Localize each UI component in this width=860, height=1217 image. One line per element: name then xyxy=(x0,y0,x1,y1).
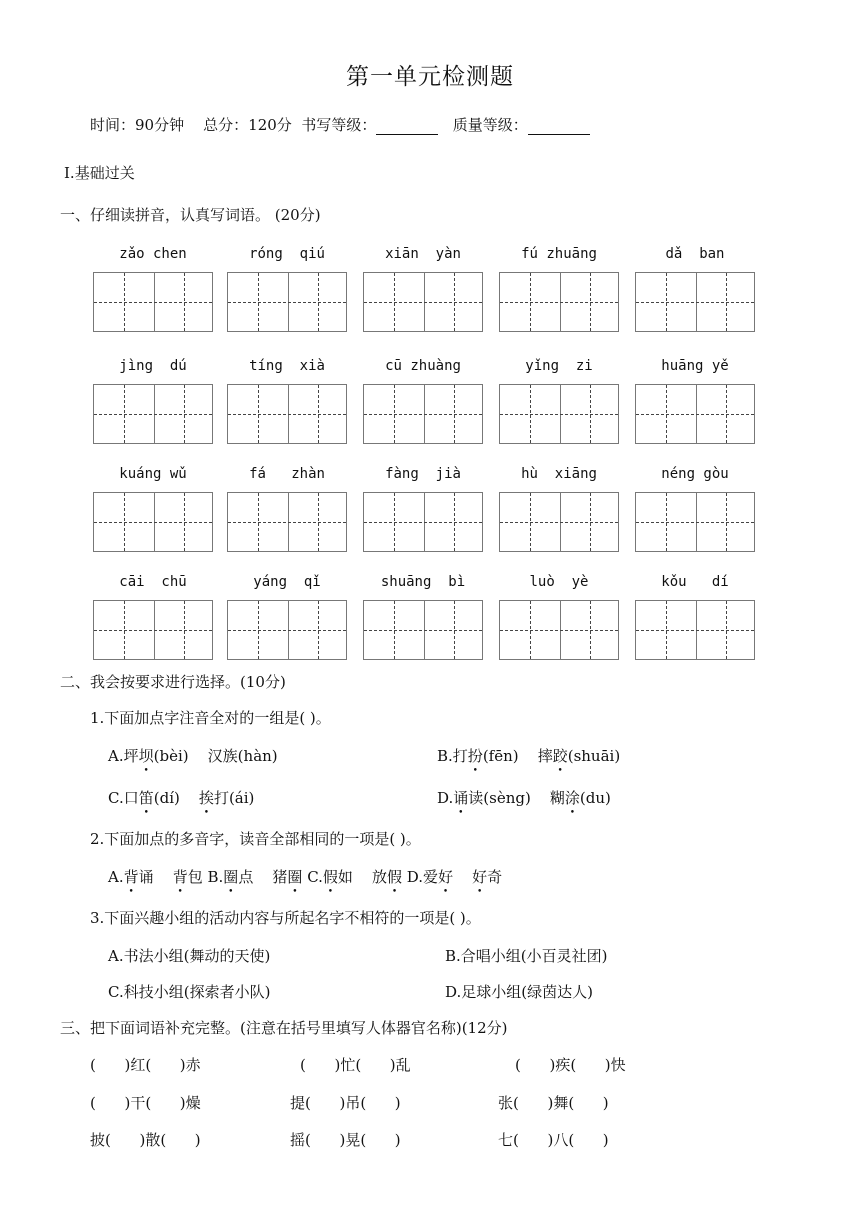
pinyin-label: xiān yàn xyxy=(385,246,461,262)
writing-grid[interactable] xyxy=(93,600,213,660)
q3-item[interactable]: 提( )吊( ) xyxy=(290,1094,401,1112)
q2-3-option-d[interactable]: D.足球小组(绿茵达人) xyxy=(445,983,593,1001)
pinyin-label: fá zhàn xyxy=(249,466,325,482)
pinyin-label: cāi chū xyxy=(119,574,187,590)
pinyin-label: cū zhuàng xyxy=(385,358,461,374)
pinyin-label: kǒu dí xyxy=(661,574,729,590)
writing-grid[interactable] xyxy=(227,492,347,552)
grid-guide xyxy=(364,522,482,523)
q2-2-option-c[interactable]: C.假如 放假 xyxy=(307,868,403,886)
total-score-label: 总分：120分 xyxy=(203,116,292,134)
q2-3-stem: 3.下面兴趣小组的活动内容与所起名字不相符的一项是( )。 xyxy=(90,909,481,927)
writing-grid[interactable] xyxy=(93,272,213,332)
writing-grid[interactable] xyxy=(363,600,483,660)
q2-3-option-b[interactable]: B.合唱小组(小百灵社团) xyxy=(445,947,608,965)
q3-item[interactable]: 摇( )晃( ) xyxy=(290,1131,401,1149)
q3-title: 三、把下面词语补充完整。(注意在括号里填写人体器官名称)(12分) xyxy=(60,1019,508,1037)
grid-guide xyxy=(364,302,482,303)
grid-guide xyxy=(228,522,346,523)
grid-guide xyxy=(94,414,212,415)
pinyin-label: yǐng zi xyxy=(525,358,593,374)
grid-guide xyxy=(500,630,618,631)
pinyin-label: fàng jià xyxy=(385,466,461,482)
grid-guide xyxy=(228,302,346,303)
pinyin-label: yáng qǐ xyxy=(253,574,321,590)
grid-guide xyxy=(636,414,754,415)
writing-grade-blank[interactable] xyxy=(376,118,438,135)
grid-guide xyxy=(500,302,618,303)
q3-item[interactable]: 披( )散( ) xyxy=(90,1131,201,1149)
pinyin-label: kuáng wǔ xyxy=(119,466,187,482)
q2-2-stem: 2.下面加点的多音字，读音全部相同的一项是( )。 xyxy=(90,830,421,848)
grid-guide xyxy=(636,302,754,303)
quality-grade-blank[interactable] xyxy=(528,118,590,135)
q2-1-option-a[interactable]: A.坪坝(bèi) 汉族(hàn) xyxy=(108,747,278,765)
q2-2-option-d[interactable]: D.爱好 好奇 xyxy=(406,868,503,886)
pinyin-label: tíng xià xyxy=(249,358,325,374)
writing-grid[interactable] xyxy=(227,272,347,332)
pinyin-label: jìng dú xyxy=(119,358,187,374)
q2-1-stem: 1.下面加点字注音全对的一组是( )。 xyxy=(90,709,331,727)
q3-item[interactable]: ( )疾( )快 xyxy=(515,1056,626,1074)
q2-1-option-d[interactable]: D.诵读(sèng) 糊涂(du) xyxy=(437,789,611,807)
writing-grid[interactable] xyxy=(635,272,755,332)
q3-item[interactable]: ( )忙( )乱 xyxy=(300,1056,411,1074)
writing-grid[interactable] xyxy=(499,272,619,332)
grid-guide xyxy=(94,522,212,523)
grid-guide xyxy=(364,630,482,631)
grid-guide xyxy=(228,414,346,415)
writing-grid[interactable] xyxy=(499,492,619,552)
q2-2-options xyxy=(108,866,502,887)
writing-grid[interactable] xyxy=(93,384,213,444)
q3-item[interactable]: 七( )八( ) xyxy=(498,1131,609,1149)
grid-guide xyxy=(94,302,212,303)
pinyin-label: huāng yě xyxy=(661,358,729,374)
grid-guide xyxy=(94,630,212,631)
page-title: 第一单元检测题 xyxy=(346,64,514,90)
q3-item[interactable]: ( )红( )赤 xyxy=(90,1056,201,1074)
pinyin-label: shuāng bì xyxy=(380,574,466,590)
writing-grid[interactable] xyxy=(635,492,755,552)
writing-grid[interactable] xyxy=(635,600,755,660)
q3-item[interactable]: 张( )舞( ) xyxy=(498,1094,609,1112)
q2-1-option-c[interactable]: C.口笛(dí) 挨打(ái) xyxy=(108,789,255,807)
grid-guide xyxy=(364,414,482,415)
grid-guide xyxy=(500,522,618,523)
q2-1-option-b[interactable]: B.打扮(fēn) 摔跤(shuāi) xyxy=(437,747,621,765)
q2-2-option-a[interactable]: A.背诵 背包 xyxy=(108,868,208,886)
q2-3-option-c[interactable]: C.科技小组(探索者小队) xyxy=(108,983,271,1001)
writing-grid[interactable] xyxy=(227,600,347,660)
writing-grid[interactable] xyxy=(363,272,483,332)
grid-guide xyxy=(636,522,754,523)
pinyin-label: zǎo chen xyxy=(119,246,187,262)
pinyin-label: néng gòu xyxy=(661,466,729,482)
section-header: Ⅰ.基础过关 xyxy=(64,164,135,182)
pinyin-label: róng qiú xyxy=(249,246,325,262)
writing-grid[interactable] xyxy=(499,384,619,444)
q2-2-option-b[interactable]: B.圈点 猪圈 xyxy=(207,868,303,886)
writing-grade-label: 书写等级： xyxy=(301,116,377,134)
pinyin-label: luò yè xyxy=(529,574,589,590)
writing-grid[interactable] xyxy=(363,384,483,444)
pinyin-label: fú zhuāng xyxy=(521,246,597,262)
writing-grid[interactable] xyxy=(93,492,213,552)
quality-grade-label: 质量等级： xyxy=(452,116,528,134)
q2-3-option-a[interactable]: A.书法小组(舞动的天使) xyxy=(108,947,271,965)
q2-title: 二、我会按要求进行选择。(10分) xyxy=(60,673,286,691)
grid-guide xyxy=(636,630,754,631)
writing-grid[interactable] xyxy=(635,384,755,444)
pinyin-label: hù xiāng xyxy=(521,466,597,482)
grid-guide xyxy=(500,414,618,415)
exam-info xyxy=(90,114,590,135)
writing-grid[interactable] xyxy=(227,384,347,444)
q3-item[interactable]: ( )干( )燥 xyxy=(90,1094,201,1112)
grid-guide xyxy=(228,630,346,631)
writing-grid[interactable] xyxy=(499,600,619,660)
pinyin-label: dǎ ban xyxy=(665,246,725,262)
time-label: 时间：90分钟 xyxy=(90,116,185,134)
q1-title: 一、仔细读拼音，认真写词语。 (20分) xyxy=(60,206,321,224)
writing-grid[interactable] xyxy=(363,492,483,552)
